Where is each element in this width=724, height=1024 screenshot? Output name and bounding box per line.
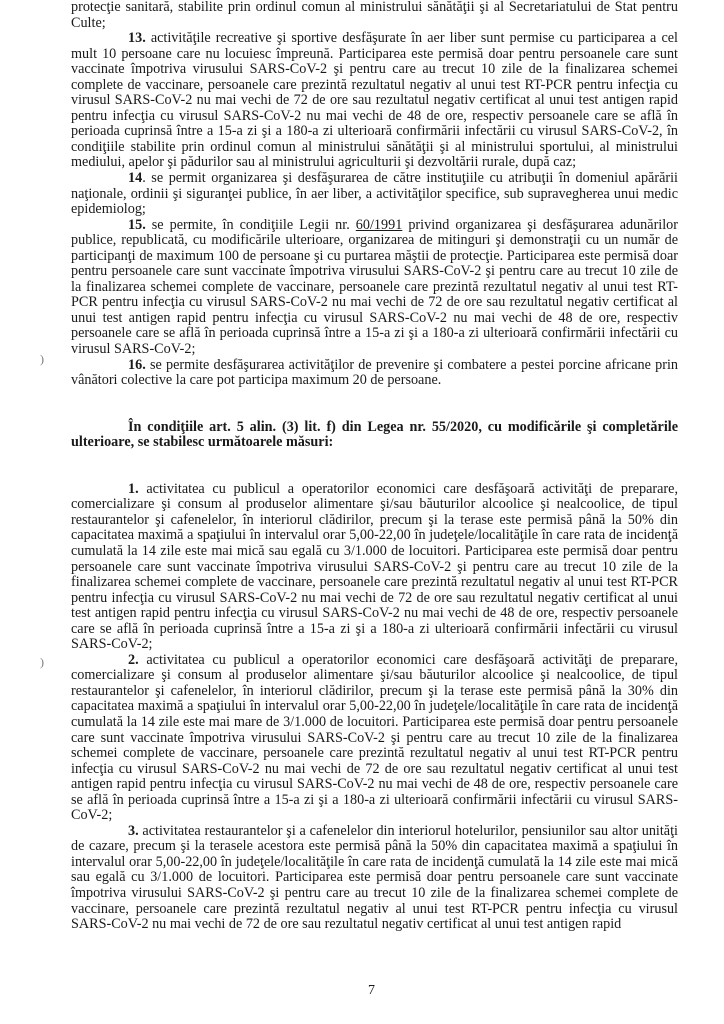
item-2: [71, 653, 678, 824]
item-text: activitatea restaurantelor şi a cafenelelor din interiorul hotelurilor, pensiunilor sau altor unităţi de cazare, precum şi la terasele acestora este permisă până la 50% din capacitatea maximă a spaţiului în intervalul orar 5,00-22,00 în judeţele/localităţile în care rata de incidenţă cumulată la 14 zile este mai mică sau egală cu 3/1.000 de locuitori. Participarea este permisă doar pentru persoanele care sunt vaccinate împotriva virusului SARS-CoV-2 şi pentru care au trecut 10 zile de la finalizarea schemei complete de vaccinare, persoanele care prezintă rezultatul negativ al unui test RT-PCR pentru infecţia cu virusul SARS-CoV-2 nu mai vechi de 72 de ore sau rezultatul negativ certificat al unui test antigen rapid: [71, 822, 678, 933]
item-text: se permite desfăşurarea activităţilor de prevenire şi combatere a pestei porcine africane prin vânători colective la care pot participa maximum 20 de persoane.: [71, 356, 678, 389]
item-text: . se permit organizarea şi desfăşurarea de către instituţiile cu atribuţii în domeniul apărării naţionale, ordinii şi siguranţei publice, în aer liber, a activităţilor specifice, sub supravegherea unui medic epidemiolog;: [71, 170, 678, 218]
item-number: 1.: [128, 480, 139, 497]
item-number: 15.: [128, 216, 146, 233]
page-number: 7: [368, 983, 375, 998]
spacer: [71, 404, 678, 420]
item-15: [71, 218, 678, 358]
document-page: [71, 0, 678, 933]
item-text: activitatea cu publicul a operatorilor economici care desfăşoară activităţi de preparare, comercializare şi consum al produselor alimentare şi/sau băuturilor alcoolice şi nealcoolice, de tipul restaurantelor şi cafenelelor, în interiorul clădirilor, precum şi la terase este permisă până la 50% din capacitatea maximă a spaţiului în intervalul orar 5,00-22,00 în judeţele/localităţile în care rata de incidenţă cumulată la 14 zile este mai mică sau egală cu 3/1.000 de locuitori. Participarea este permisă doar pentru persoanele care sunt vaccinate împotriva virusului SARS-CoV-2 şi pentru care au trecut 10 zile de la finalizarea schemei complete de vaccinare, persoanele care prezintă rezultatul negativ al unui test RT-PCR pentru infecţia cu virusul SARS-CoV-2 nu mai vechi de 72 de ore sau rezultatul negativ certificat al unui test antigen rapid pentru infecţia cu virusul SARS-CoV-2 nu mai vechi de 48 de ore, respectiv persoanele care se află în perioada cuprinsă între a 15-a zi şi a 180-a zi ulterioară confirmării infectării cu virusul SARS-CoV-2;: [71, 480, 678, 653]
continuation-paragraph: protecţie sanitară, stabilite prin ordinul comun al ministrului sănătăţii şi al Secretariatului de Stat pentru Culte;: [71, 0, 678, 31]
item-13: [71, 31, 678, 171]
item-number: 16.: [128, 356, 146, 373]
item-16: [71, 358, 678, 389]
item-text: activitatea cu publicul a operatorilor economici care desfăşoară activităţi de preparare, comercializare şi consum al produselor alimentare şi/sau băuturilor alcoolice şi nealcoolice, de tipul restaurantelor şi cafenelelor, în interiorul clădirilor, precum şi la terase este permisă până la 30% din capacitatea maximă a spaţiului în intervalul orar 5,00-22,00 în judeţele/localităţile în care rata de incidenţă cumulată la 14 zile este mai mare de 3/1.000 de locuitori. Participarea este permisă doar pentru persoanele care sunt vaccinate împotriva virusului SARS-CoV-2 şi pentru care au trecut 10 zile de la finalizarea schemei complete de vaccinare, persoanele care prezintă rezultatul negativ al unui test RT-PCR pentru infecţia cu virusul SARS-CoV-2 nu mai vechi de 72 de ore sau rezultatul negativ certificat al unui test antigen rapid pentru infecţia cu virusul SARS-CoV-2 nu mai vechi de 48 de ore, respectiv persoanele care se află în perioada cuprinsă între a 15-a zi şi a 180-a zi ulterioară confirmării infectării cu virusul SARS-CoV-2;: [71, 651, 678, 824]
item-number: 2.: [128, 651, 139, 668]
item-number: 3.: [128, 822, 139, 839]
item-number: 14: [128, 170, 143, 187]
spacer: [71, 466, 678, 482]
margin-mark: ): [40, 352, 44, 366]
spacer: [71, 389, 678, 405]
item-text-before-link: se permite, în condiţiile Legii nr.: [145, 216, 356, 233]
law-reference-link[interactable]: 60/1991: [355, 216, 403, 233]
item-number: 13.: [128, 30, 146, 47]
margin-mark: ): [40, 655, 44, 669]
item-1: [71, 482, 678, 653]
item-3: [71, 824, 678, 933]
item-text: privind organizarea şi desfăşurarea adunărilor publice, republicată, cu modificările ulterioare, organizarea de mitinguri şi demonstraţii cu un număr de participanţi de maximum 100 de persoane şi cu purtarea măştii de protecţie. Participarea este permisă doar pentru persoanele care sunt vaccinate împotriva virusului SARS-CoV-2 şi pentru care au trecut 10 zile de la finalizarea schemei complete de vaccinare, persoanele care prezintă rezultatul negativ al unui test RT-PCR pentru infecţia cu virusul SARS-CoV-2 nu mai vechi de 72 de ore sau rezultatul negativ certificat al unui test antigen rapid pentru infecţia cu virusul SARS-CoV-2 nu mai vechi de 48 de ore, respectiv persoanele care se află în perioada cuprinsă între a 15-a zi şi a 180-a zi ulterioară confirmării infectării cu virusul SARS-CoV-2;: [71, 216, 679, 358]
spacer: [71, 451, 678, 467]
item-14: [71, 171, 678, 218]
item-text: activităţile recreative şi sportive desfăşurate în aer liber sunt permise cu participarea a cel mult 10 persoane care nu locuiesc împreună. Participarea este permisă doar pentru persoanele care sunt vaccinate împotriva virusului SARS-CoV-2 şi pentru care au trecut 10 zile de la finalizarea schemei complete de vaccinare, persoanele care prezintă rezultatul negativ al unui test RT-PCR pentru infecţia cu virusul SARS-CoV-2 nu mai vechi de 72 de ore sau rezultatul negativ certificat al unui test antigen rapid pentru infecţia cu virusul SARS-CoV-2 nu mai vechi de 48 de ore, respectiv persoanele care se află în perioada cuprinsă între a 15-a zi şi a 180-a zi ulterioară confirmării infectării cu virusul SARS-CoV-2, în condiţiile stabilite prin ordinul comun al ministrului sănătăţii şi al ministrului sportului, al ministrului mediului, apelor şi pădurilor sau al ministrului agriculturii şi dezvoltării rurale, după caz;: [71, 30, 678, 171]
section-heading: În condiţiile art. 5 alin. (3) lit. f) din Legea nr. 55/2020, cu modificările şi completările ulterioare, se stabilesc următoarele măsuri:: [71, 418, 678, 451]
